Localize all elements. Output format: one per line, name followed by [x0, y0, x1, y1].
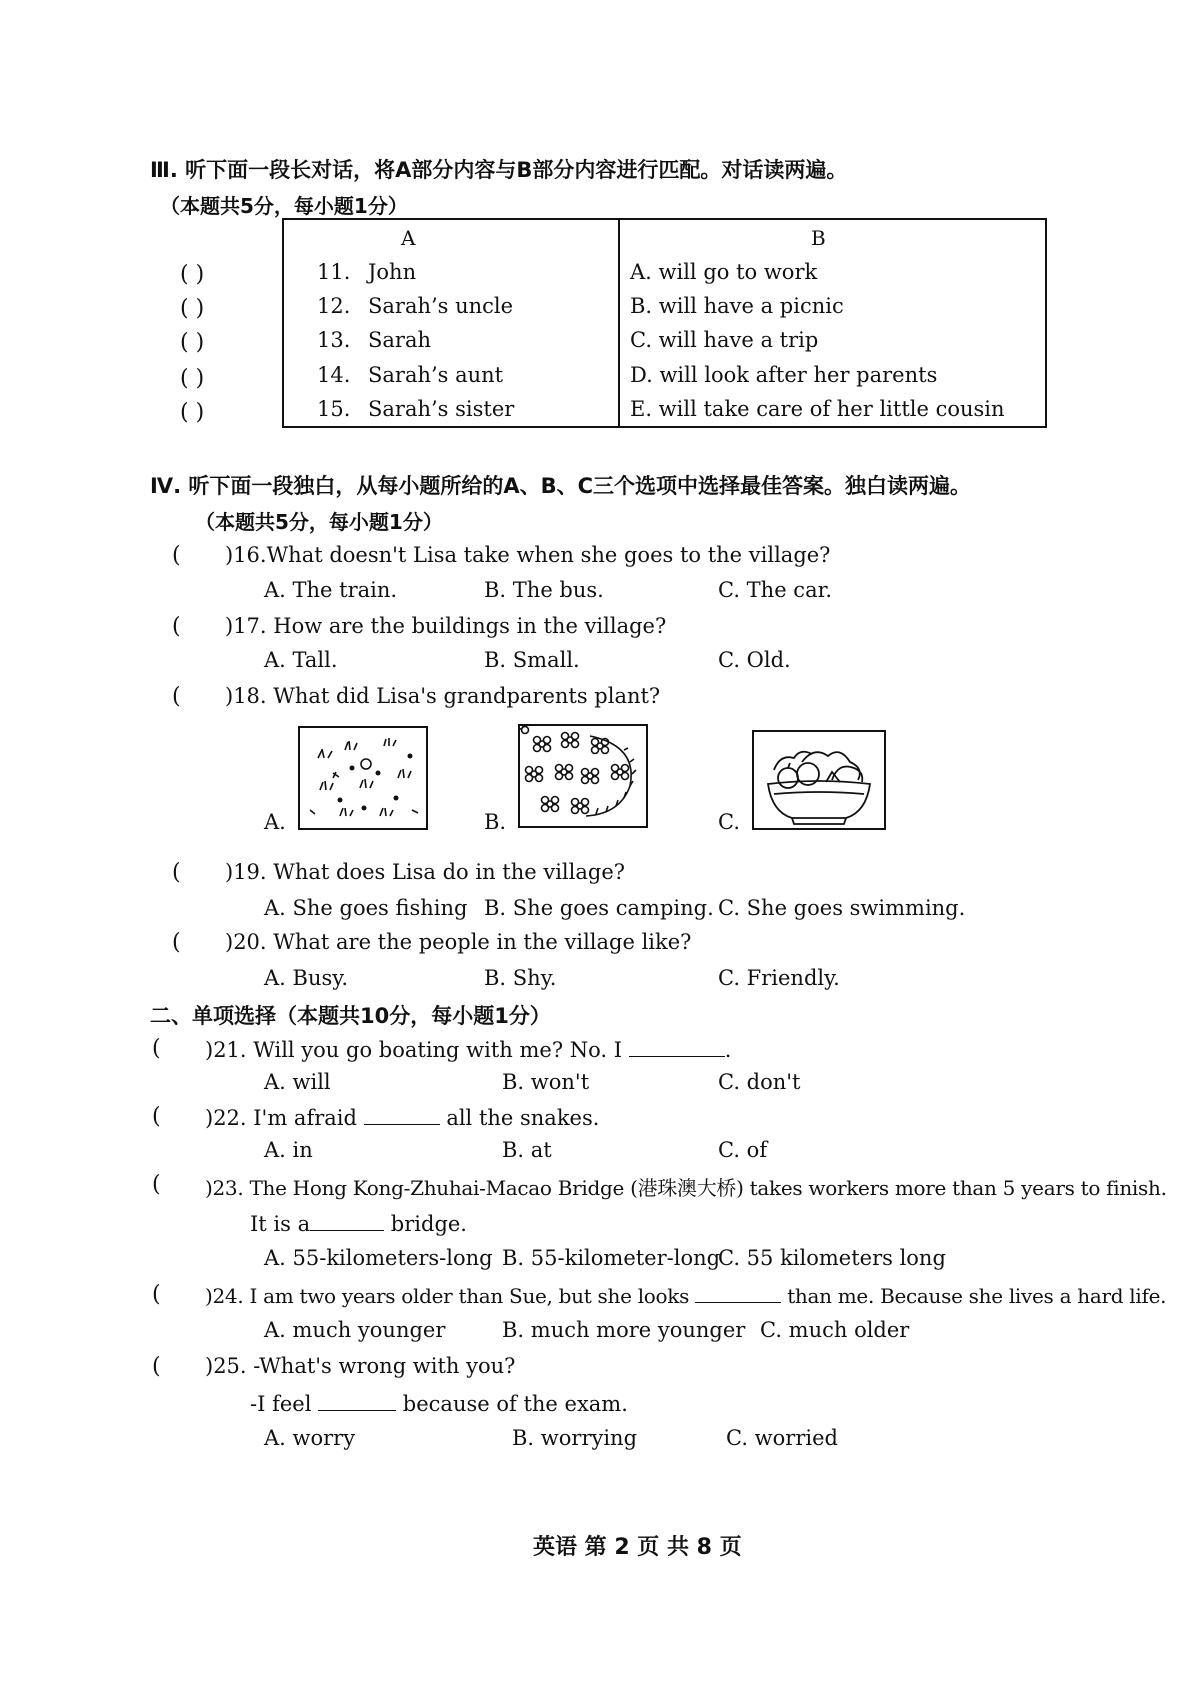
question-23-line2: [250, 1210, 467, 1236]
row-14-a: Sarah’s aunt: [368, 363, 504, 387]
answer-paren-23[interactable]: (: [152, 1172, 161, 1197]
row-15-num: 15.: [317, 397, 351, 421]
answer-paren-13[interactable]: ( ): [180, 330, 205, 355]
fruit-vegetable-basket-icon[interactable]: [752, 730, 886, 830]
q22-option-c[interactable]: C. of: [718, 1138, 768, 1162]
question-20: )20. What are the people in the village like?: [225, 930, 692, 954]
q20-option-b[interactable]: B. Shy.: [484, 966, 557, 990]
answer-paren-22[interactable]: (: [152, 1104, 161, 1129]
row-12-b: B. will have a picnic: [630, 294, 844, 318]
question-18: )18. What did Lisa's grandparents plant?: [225, 684, 661, 708]
answer-paren-15[interactable]: ( ): [180, 400, 205, 425]
section3-title: Ⅲ. 听下面一段长对话，将A部分内容与B部分内容进行匹配。对话读两遍。: [150, 158, 848, 182]
q19-option-c[interactable]: C. She goes swimming.: [718, 896, 966, 920]
q23-option-a[interactable]: A. 55-kilometers-long: [264, 1246, 493, 1270]
row-14-num: 14.: [317, 363, 351, 387]
q19-option-b[interactable]: B. She goes camping.: [484, 896, 714, 920]
q22-option-a[interactable]: A. in: [264, 1138, 313, 1162]
question-22-end: all the snakes.: [446, 1106, 600, 1130]
row-13-num: 13.: [317, 328, 351, 352]
row-11-a: John: [368, 260, 417, 284]
question-25: )25. -What's wrong with you?: [205, 1354, 516, 1378]
q18-option-c[interactable]: C.: [718, 810, 740, 834]
answer-paren-12[interactable]: ( ): [180, 296, 205, 321]
answer-blank-21[interactable]: [629, 1036, 725, 1057]
question-21: [205, 1036, 731, 1062]
q21-option-b[interactable]: B. won't: [502, 1070, 590, 1094]
answer-paren-19[interactable]: (: [172, 860, 181, 885]
q22-option-b[interactable]: B. at: [502, 1138, 552, 1162]
q23-option-b[interactable]: B. 55-kilometer-long: [502, 1246, 721, 1270]
answer-paren-18[interactable]: (: [172, 684, 181, 709]
row-11-num: 11.: [317, 260, 351, 284]
question-17: )17. How are the buildings in the village?: [225, 614, 667, 638]
q19-option-a[interactable]: A. She goes fishing: [264, 896, 468, 920]
question-23: )23. The Hong Kong-Zhuhai-Macao Bridge (港珠澳大桥) takes workers more than 5 years to finish.: [205, 1176, 1167, 1200]
q20-option-c[interactable]: C. Friendly.: [718, 966, 840, 990]
row-13-a: Sarah: [368, 328, 431, 352]
q18-option-b[interactable]: B.: [484, 810, 507, 834]
q16-option-b[interactable]: B. The bus.: [484, 578, 604, 602]
q24-option-c[interactable]: C. much older: [760, 1318, 910, 1342]
q25-option-b[interactable]: B. worrying: [512, 1426, 638, 1450]
answer-paren-16[interactable]: (: [172, 543, 181, 568]
q24-option-b[interactable]: B. much more younger: [502, 1318, 746, 1342]
question-25-line2: [250, 1390, 628, 1416]
page-footer: 英语 第 2 页 共 8 页: [533, 1535, 742, 1560]
answer-paren-11[interactable]: ( ): [180, 262, 205, 287]
question-21-text: )21. Will you go boating with me? No. I: [205, 1038, 623, 1062]
question-19: )19. What does Lisa do in the village?: [225, 860, 626, 884]
q17-option-c[interactable]: C. Old.: [718, 648, 791, 672]
question-23-end: bridge.: [390, 1212, 467, 1236]
row-15-a: Sarah’s sister: [368, 397, 515, 421]
table-divider: [618, 220, 620, 426]
answer-blank-24[interactable]: [695, 1282, 781, 1303]
question-24: [205, 1282, 1166, 1308]
row-15-b: E. will take care of her little cousin: [630, 397, 1005, 421]
answer-paren-20[interactable]: (: [172, 930, 181, 955]
question-16: )16.What doesn't Lisa take when she goes to the village?: [225, 543, 831, 567]
section4-note: （本题共5分，每小题1分）: [195, 510, 443, 534]
question-25-end: because of the exam.: [402, 1392, 628, 1416]
flower-garden-icon[interactable]: [518, 724, 648, 828]
q24-option-a[interactable]: A. much younger: [264, 1318, 446, 1342]
column-b-header: B: [811, 226, 826, 250]
q25-option-c[interactable]: C. worried: [726, 1426, 838, 1450]
column-a-header: A: [401, 226, 416, 250]
row-14-b: D. will look after her parents: [630, 363, 938, 387]
question-24-text: )24. I am two years older than Sue, but she looks: [205, 1284, 690, 1308]
row-13-b: C. will have a trip: [630, 328, 819, 352]
question-22-text: )22. I'm afraid: [205, 1106, 357, 1130]
answer-paren-25[interactable]: (: [152, 1354, 161, 1379]
answer-paren-24[interactable]: (: [152, 1282, 161, 1307]
q20-option-a[interactable]: A. Busy.: [264, 966, 348, 990]
q25-option-a[interactable]: A. worry: [264, 1426, 356, 1450]
q21-option-c[interactable]: C. don't: [718, 1070, 801, 1094]
grass-field-icon[interactable]: [298, 726, 428, 830]
row-12-num: 12.: [317, 294, 351, 318]
question-23-text: It is a: [250, 1212, 311, 1236]
row-12-a: Sarah’s uncle: [368, 294, 514, 318]
question-24-end: than me. Because she lives a hard life.: [787, 1284, 1167, 1308]
section3-note: （本题共5分，每小题1分）: [160, 194, 408, 218]
section4-title: Ⅳ. 听下面一段独白，从每小题所给的A、B、C三个选项中选择最佳答案。独白读两遍。: [150, 474, 972, 498]
answer-blank-23[interactable]: [310, 1210, 384, 1231]
question-25-text: -I feel: [250, 1392, 312, 1416]
question-22: [205, 1104, 599, 1130]
answer-paren-14[interactable]: ( ): [180, 366, 205, 391]
q21-option-a[interactable]: A. will: [264, 1070, 331, 1094]
q18-option-a[interactable]: A.: [264, 810, 286, 834]
part2-title: 二、单项选择（本题共10分，每小题1分）: [150, 1004, 551, 1028]
q17-option-a[interactable]: A. Tall.: [264, 648, 338, 672]
q17-option-b[interactable]: B. Small.: [484, 648, 580, 672]
question-21-end: .: [724, 1038, 732, 1062]
answer-paren-21[interactable]: (: [152, 1036, 161, 1061]
q16-option-a[interactable]: A. The train.: [264, 578, 398, 602]
q16-option-c[interactable]: C. The car.: [718, 578, 832, 602]
q23-option-c[interactable]: C. 55 kilometers long: [718, 1246, 946, 1270]
answer-blank-25[interactable]: [318, 1390, 396, 1411]
answer-blank-22[interactable]: [364, 1104, 440, 1125]
answer-paren-17[interactable]: (: [172, 614, 181, 639]
matching-table: [282, 218, 1047, 428]
row-11-b: A. will go to work: [630, 260, 818, 284]
